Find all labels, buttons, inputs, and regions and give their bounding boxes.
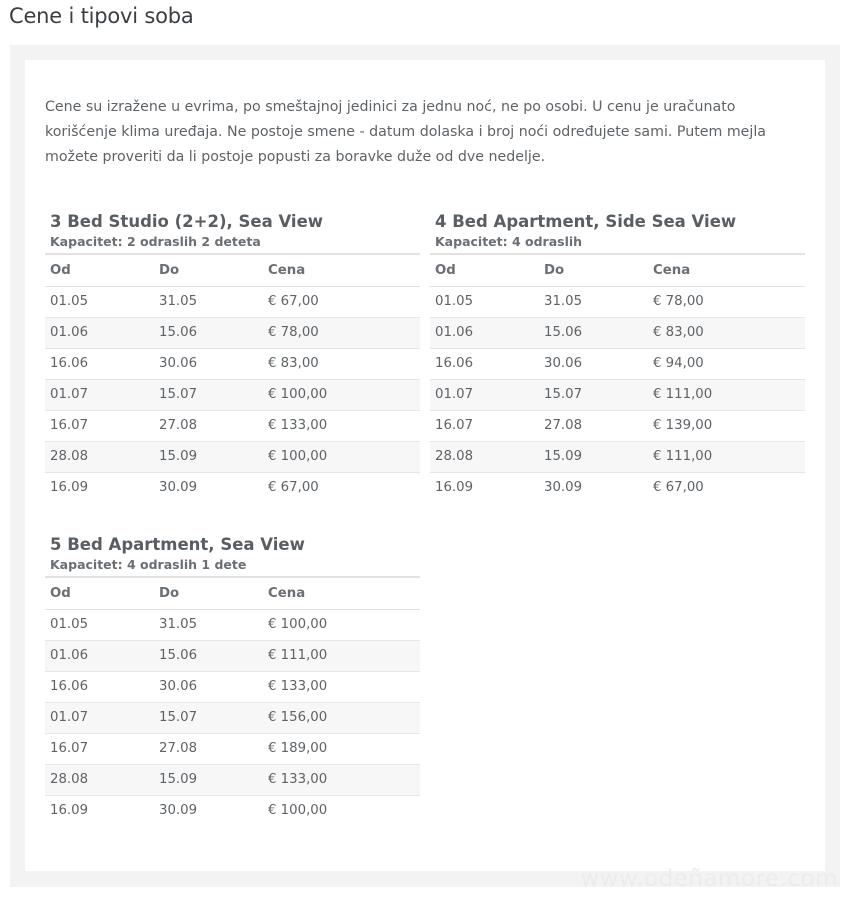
cell-from: 16.09 — [435, 480, 474, 496]
cell-to: 31.05 — [544, 294, 583, 309]
room-title: 5 Bed Apartment, Sea View — [50, 535, 305, 554]
room-title: 4 Bed Apartment, Side Sea View — [435, 212, 737, 231]
cell-price: € 139,00 — [653, 418, 713, 433]
table-row — [45, 379, 420, 410]
cell-to: 15.09 — [159, 772, 198, 787]
table-row — [430, 379, 805, 410]
cell-price: € 83,00 — [653, 325, 704, 340]
column-header-from: Od — [50, 262, 71, 278]
cell-to: 30.09 — [159, 480, 198, 496]
cell-price: € 100,00 — [268, 617, 328, 632]
column-header-from: Od — [435, 262, 456, 278]
room-capacity: Kapacitet: 4 odraslih 1 dete — [50, 557, 247, 572]
table-row — [45, 286, 420, 317]
cell-price: € 78,00 — [653, 294, 704, 309]
table-row — [45, 348, 420, 379]
cell-to: 30.06 — [159, 356, 198, 371]
table-header-row — [430, 254, 805, 286]
table-row — [430, 348, 805, 379]
cell-to: 31.05 — [159, 294, 198, 309]
column-header-to: Do — [544, 262, 565, 278]
cell-from: 01.05 — [50, 294, 89, 309]
table-row — [45, 702, 420, 733]
room-capacity: Kapacitet: 2 odraslih 2 deteta — [50, 234, 261, 249]
cell-to: 15.07 — [544, 387, 583, 402]
cell-price: € 83,00 — [268, 356, 319, 371]
table-row — [45, 410, 420, 441]
table-row — [45, 609, 420, 640]
cell-to: 15.07 — [159, 387, 198, 402]
cell-price: € 133,00 — [268, 679, 328, 694]
cell-from: 01.05 — [50, 617, 89, 632]
column-header-price: Cena — [268, 585, 306, 601]
cell-from: 16.07 — [435, 418, 474, 433]
cell-from: 01.07 — [435, 387, 474, 402]
room-title: 3 Bed Studio (2+2), Sea View — [50, 212, 324, 231]
table-row — [45, 764, 420, 795]
page-title: Cene i tipovi soba — [9, 4, 194, 28]
cell-from: 01.07 — [50, 710, 89, 725]
cell-price: € 100,00 — [268, 449, 328, 464]
cell-price: € 156,00 — [268, 710, 328, 725]
cell-to: 31.05 — [159, 617, 198, 632]
cell-from: 16.09 — [50, 480, 89, 496]
price-table — [45, 576, 420, 826]
table-row — [430, 441, 805, 472]
cell-to: 30.06 — [544, 356, 583, 371]
room-card-3-bed-studio — [45, 210, 420, 503]
cell-price: € 189,00 — [268, 741, 328, 756]
cell-from: 16.06 — [50, 356, 89, 371]
cell-price: € 67,00 — [268, 480, 319, 496]
cell-price: € 133,00 — [268, 418, 328, 433]
cell-from: 01.06 — [435, 325, 474, 340]
cell-price: € 111,00 — [653, 449, 713, 464]
cell-from: 01.06 — [50, 325, 89, 340]
room-card-4-bed-apartment — [430, 210, 805, 503]
table-row — [430, 286, 805, 317]
cell-price: € 133,00 — [268, 772, 328, 787]
room-capacity: Kapacitet: 4 odraslih — [435, 234, 583, 249]
cell-from: 01.07 — [50, 387, 89, 402]
cell-price: € 67,00 — [268, 294, 319, 309]
column-header-from: Od — [50, 585, 71, 601]
table-row — [430, 317, 805, 348]
table-row — [45, 795, 420, 826]
cell-from: 16.07 — [50, 741, 89, 756]
intro-text: Cene su izražene u evrima, po smeštajnoj jedinici za jednu noć, ne po osobi. U cenu je uračunato korišćenje klima uređaja. Ne postoje smene - datum dolaska i broj noći određujete sami. Putem mejla možete proveriti da li postoje popusti za boravke duže od dve nedelje. — [45, 99, 766, 165]
cell-to: 15.06 — [544, 325, 583, 340]
cell-to: 30.09 — [544, 480, 583, 496]
cell-to: 27.08 — [544, 418, 583, 433]
table-row — [430, 472, 805, 503]
table-row — [45, 441, 420, 472]
cell-price: € 67,00 — [653, 480, 704, 496]
column-header-to: Do — [159, 262, 180, 278]
cell-to: 15.09 — [544, 449, 583, 464]
cell-to: 15.09 — [159, 449, 198, 464]
table-row — [45, 733, 420, 764]
cell-price: € 100,00 — [268, 803, 328, 819]
table-row — [45, 640, 420, 671]
room-card-5-bed-apartment — [45, 533, 420, 826]
cell-from: 16.06 — [50, 679, 89, 694]
cell-price: € 94,00 — [653, 356, 704, 371]
cell-price: € 111,00 — [653, 387, 713, 402]
column-header-price: Cena — [653, 262, 691, 278]
cell-from: 16.06 — [435, 356, 474, 371]
cell-from: 28.08 — [50, 449, 89, 464]
table-row — [430, 410, 805, 441]
price-table — [45, 253, 420, 503]
column-header-price: Cena — [268, 262, 306, 278]
cell-to: 30.06 — [159, 679, 198, 694]
table-row — [45, 671, 420, 702]
table-row — [45, 472, 420, 503]
cell-to: 30.09 — [159, 803, 198, 819]
price-table — [430, 253, 805, 503]
cell-price: € 78,00 — [268, 325, 319, 340]
cell-from: 28.08 — [435, 449, 474, 464]
watermark: www.odeñamore.com — [580, 866, 838, 892]
column-header-to: Do — [159, 585, 180, 601]
cell-to: 15.06 — [159, 325, 198, 340]
table-header-row — [45, 577, 420, 609]
cell-to: 27.08 — [159, 418, 198, 433]
cell-to: 15.07 — [159, 710, 198, 725]
cell-to: 15.06 — [159, 648, 198, 663]
cell-from: 28.08 — [50, 772, 89, 787]
table-row — [45, 317, 420, 348]
cell-from: 16.07 — [50, 418, 89, 433]
table-header-row — [45, 254, 420, 286]
cell-from: 01.05 — [435, 294, 474, 309]
cell-from: 16.09 — [50, 803, 89, 819]
cell-from: 01.06 — [50, 648, 89, 663]
cell-price: € 111,00 — [268, 648, 328, 663]
cell-to: 27.08 — [159, 741, 198, 756]
cell-price: € 100,00 — [268, 387, 328, 402]
